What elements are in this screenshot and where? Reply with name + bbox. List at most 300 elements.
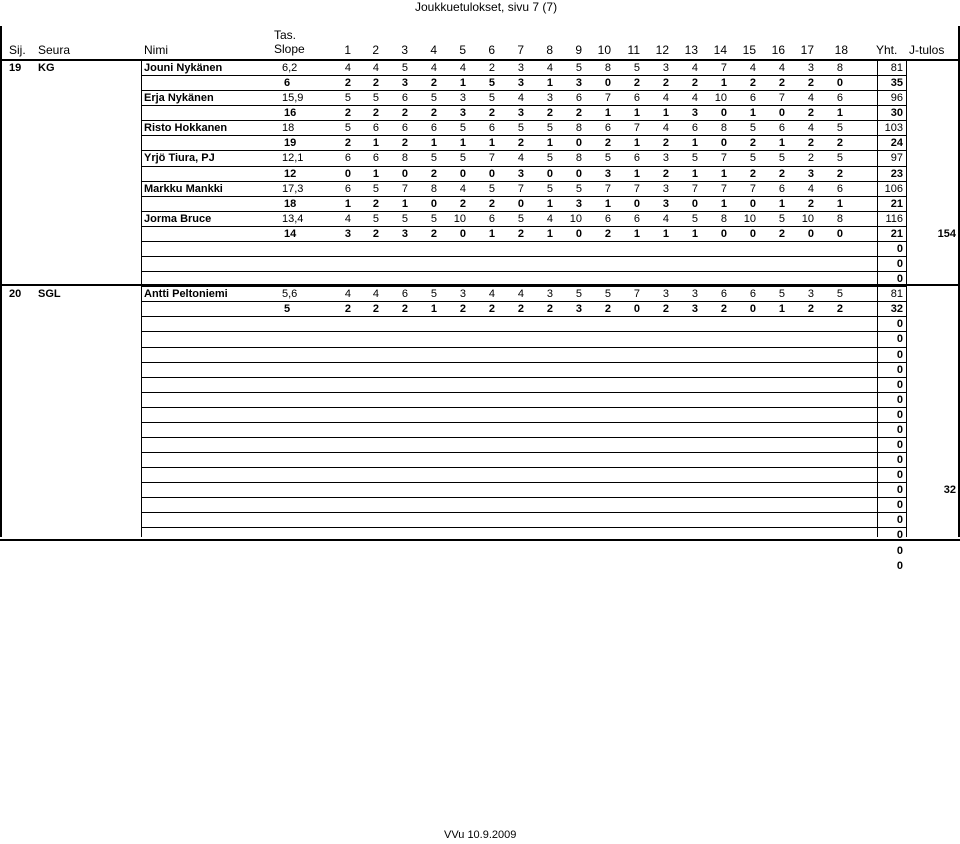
hole-points: 1 bbox=[662, 227, 669, 240]
hole-points: 1 bbox=[749, 107, 756, 120]
hole-strokes: 3 bbox=[459, 92, 466, 105]
hole-strokes: 7 bbox=[401, 182, 408, 195]
hole-points: 2 bbox=[691, 77, 698, 90]
hole-strokes: 3 bbox=[662, 288, 669, 301]
empty-total: 0 bbox=[896, 333, 903, 346]
hole-points: 1 bbox=[488, 137, 495, 150]
hole-strokes: 5 bbox=[778, 152, 785, 165]
hole-strokes: 5 bbox=[546, 182, 553, 195]
hole-points: 1 bbox=[691, 227, 698, 240]
player-handicap: 6,2 bbox=[282, 62, 298, 74]
empty-player-row bbox=[0, 468, 960, 483]
hole-strokes: 5 bbox=[633, 62, 640, 74]
hole-strokes: 6 bbox=[401, 92, 408, 105]
hole-points: 0 bbox=[807, 227, 814, 240]
empty-player-row bbox=[0, 348, 960, 363]
hole-points: 2 bbox=[604, 303, 611, 316]
hole-strokes: 3 bbox=[546, 92, 553, 105]
hole-points: 1 bbox=[604, 107, 611, 120]
hole-strokes: 8 bbox=[720, 212, 727, 225]
empty-player-row bbox=[0, 317, 960, 332]
hole-points: 2 bbox=[517, 303, 524, 316]
hole-strokes: 4 bbox=[517, 288, 524, 301]
hole-strokes: 7 bbox=[633, 182, 640, 195]
hole-points: 2 bbox=[517, 227, 524, 240]
hole-strokes: 6 bbox=[720, 288, 727, 301]
empty-total: 0 bbox=[896, 408, 903, 421]
hole-strokes: 5 bbox=[459, 122, 466, 135]
hole-strokes: 4 bbox=[372, 62, 379, 74]
hole-strokes: 7 bbox=[517, 182, 524, 195]
points-total: 24 bbox=[890, 137, 903, 150]
hole-points: 2 bbox=[633, 77, 640, 90]
hole-points: 1 bbox=[720, 167, 727, 180]
hole-points: 3 bbox=[691, 107, 698, 120]
hole-strokes: 7 bbox=[749, 182, 756, 195]
hole-strokes: 10 bbox=[714, 92, 727, 105]
hole-points: 0 bbox=[344, 167, 351, 180]
hole-strokes: 6 bbox=[836, 182, 843, 195]
empty-player-row bbox=[0, 438, 960, 453]
empty-player-row bbox=[0, 513, 960, 528]
hole-strokes: 4 bbox=[662, 212, 669, 225]
empty-player-row bbox=[0, 544, 960, 559]
empty-player-row bbox=[0, 483, 960, 498]
strokes-total: 97 bbox=[890, 152, 903, 165]
hole-strokes: 5 bbox=[430, 152, 437, 165]
hole-points: 2 bbox=[662, 77, 669, 90]
hole-points: 2 bbox=[401, 107, 408, 120]
player-handicap: 18 bbox=[282, 122, 295, 135]
player-strokes-row bbox=[0, 212, 960, 227]
hole-17-header: 17 bbox=[800, 43, 814, 57]
hole-6-header: 6 bbox=[488, 43, 495, 57]
hole-points: 0 bbox=[575, 227, 582, 240]
empty-total: 0 bbox=[896, 529, 903, 542]
hole-points: 0 bbox=[720, 227, 727, 240]
team-separator bbox=[0, 284, 960, 286]
hole-strokes: 5 bbox=[372, 182, 379, 195]
hole-8-header: 8 bbox=[546, 43, 553, 57]
hole-strokes: 6 bbox=[778, 122, 785, 135]
empty-total: 0 bbox=[896, 273, 903, 286]
hole-strokes: 6 bbox=[575, 92, 582, 105]
team-total: 32 bbox=[943, 484, 956, 497]
hole-strokes: 5 bbox=[372, 92, 379, 105]
hole-strokes: 7 bbox=[778, 92, 785, 105]
hole-strokes: 5 bbox=[778, 212, 785, 225]
hole-points: 1 bbox=[633, 137, 640, 150]
hole-points: 0 bbox=[459, 227, 466, 240]
hole-points: 2 bbox=[749, 167, 756, 180]
hole-strokes: 5 bbox=[401, 212, 408, 225]
hole-strokes: 6 bbox=[778, 182, 785, 195]
player-slope: 16 bbox=[284, 107, 297, 120]
hole-strokes: 4 bbox=[344, 62, 351, 74]
hole-strokes: 5 bbox=[836, 122, 843, 135]
hole-4-header: 4 bbox=[430, 43, 437, 57]
hole-strokes: 4 bbox=[662, 122, 669, 135]
empty-total: 0 bbox=[896, 559, 903, 572]
hole-strokes: 8 bbox=[430, 182, 437, 195]
player-slope: 5 bbox=[284, 303, 291, 316]
hole-strokes: 6 bbox=[401, 288, 408, 301]
empty-player-row bbox=[0, 242, 960, 257]
hole-strokes: 7 bbox=[720, 62, 727, 74]
team-results-table bbox=[0, 26, 960, 572]
hole-strokes: 5 bbox=[517, 212, 524, 225]
hole-points: 2 bbox=[836, 137, 843, 150]
empty-player-row bbox=[0, 257, 960, 272]
player-points-row bbox=[0, 136, 960, 151]
hole-strokes: 3 bbox=[807, 288, 814, 301]
hole-points: 0 bbox=[720, 107, 727, 120]
hole-points: 2 bbox=[836, 303, 843, 316]
hole-points: 3 bbox=[517, 77, 524, 90]
hole-points: 2 bbox=[488, 197, 495, 210]
hole-strokes: 6 bbox=[604, 212, 611, 225]
hole-strokes: 5 bbox=[488, 182, 495, 195]
player-handicap: 17,3 bbox=[282, 182, 304, 195]
empty-player-row bbox=[0, 332, 960, 347]
hole-strokes: 5 bbox=[749, 122, 756, 135]
hole-points: 1 bbox=[778, 303, 785, 316]
hole-points: 0 bbox=[488, 167, 495, 180]
empty-total: 0 bbox=[896, 423, 903, 436]
hole-strokes: 6 bbox=[430, 122, 437, 135]
page-footer: VVu 10.9.2009 bbox=[444, 829, 517, 841]
empty-player-row bbox=[0, 423, 960, 438]
hole-strokes: 4 bbox=[546, 62, 553, 74]
hole-points: 2 bbox=[401, 303, 408, 316]
hole-strokes: 5 bbox=[575, 182, 582, 195]
hole-strokes: 6 bbox=[604, 122, 611, 135]
hole-points: 0 bbox=[633, 197, 640, 210]
hole-18-header: 18 bbox=[834, 43, 848, 57]
hole-5-header: 5 bbox=[459, 43, 466, 57]
empty-total: 0 bbox=[896, 544, 903, 557]
hole-points: 1 bbox=[401, 197, 408, 210]
hole-points: 1 bbox=[662, 107, 669, 120]
player-strokes-row bbox=[0, 182, 960, 197]
hole-points: 1 bbox=[546, 137, 553, 150]
hole-strokes: 5 bbox=[778, 288, 785, 301]
hole-points: 3 bbox=[807, 167, 814, 180]
page-title: Joukkuetulokset, sivu 7 (7) bbox=[415, 0, 558, 14]
hole-strokes: 8 bbox=[836, 62, 843, 74]
empty-total: 0 bbox=[896, 439, 903, 451]
empty-total: 0 bbox=[896, 348, 903, 361]
hole-strokes: 5 bbox=[459, 152, 466, 165]
hole-points: 2 bbox=[546, 303, 553, 316]
hole-strokes: 4 bbox=[459, 182, 466, 195]
player-name: Risto Hokkanen bbox=[144, 122, 228, 135]
hole-points: 1 bbox=[430, 137, 437, 150]
hole-points: 3 bbox=[604, 167, 611, 180]
hole-strokes: 10 bbox=[801, 212, 814, 225]
hole-strokes: 10 bbox=[743, 212, 756, 225]
hole-points: 0 bbox=[546, 167, 553, 180]
hole-strokes: 8 bbox=[575, 122, 582, 135]
player-strokes-row bbox=[0, 121, 960, 136]
hole-points: 1 bbox=[691, 137, 698, 150]
hole-strokes: 5 bbox=[517, 122, 524, 135]
hole-strokes: 5 bbox=[344, 92, 351, 105]
hole-points: 2 bbox=[488, 107, 495, 120]
player-strokes-row bbox=[0, 287, 960, 302]
hole-strokes: 3 bbox=[662, 182, 669, 195]
hole-strokes: 4 bbox=[691, 92, 698, 105]
hole-points: 0 bbox=[575, 137, 582, 150]
player-slope: 18 bbox=[284, 197, 297, 210]
hole-points: 0 bbox=[749, 303, 756, 316]
club-header: Seura bbox=[38, 43, 71, 57]
player-handicap: 15,9 bbox=[282, 92, 304, 105]
hole-points: 2 bbox=[836, 167, 843, 180]
hole-points: 1 bbox=[372, 137, 379, 150]
player-slope: 19 bbox=[284, 137, 297, 150]
hole-strokes: 3 bbox=[691, 288, 698, 301]
hole-points: 0 bbox=[720, 137, 727, 150]
hole-3-header: 3 bbox=[401, 43, 408, 57]
hole-points: 2 bbox=[430, 77, 437, 90]
hole-points: 1 bbox=[488, 227, 495, 240]
hole-points: 1 bbox=[546, 197, 553, 210]
hole-12-header: 12 bbox=[655, 43, 669, 57]
hole-strokes: 8 bbox=[401, 152, 408, 165]
player-slope: 14 bbox=[284, 227, 297, 240]
hole-strokes: 8 bbox=[720, 122, 727, 135]
hole-points: 2 bbox=[372, 303, 379, 316]
hole-points: 1 bbox=[778, 197, 785, 210]
hole-points: 1 bbox=[720, 197, 727, 210]
empty-total: 0 bbox=[896, 242, 903, 255]
player-name: Erja Nykänen bbox=[144, 92, 214, 105]
empty-total: 0 bbox=[896, 393, 903, 406]
results-body bbox=[0, 26, 960, 572]
hole-strokes: 5 bbox=[691, 212, 698, 225]
empty-total: 0 bbox=[896, 378, 903, 391]
hole-points: 0 bbox=[517, 197, 524, 210]
hole-points: 3 bbox=[517, 167, 524, 180]
hole-strokes: 5 bbox=[430, 288, 437, 301]
points-total: 32 bbox=[890, 303, 903, 316]
empty-player-row bbox=[0, 559, 960, 574]
hole-points: 1 bbox=[633, 167, 640, 180]
hole-strokes: 3 bbox=[459, 288, 466, 301]
hole-points: 2 bbox=[344, 303, 351, 316]
hole-strokes: 4 bbox=[691, 62, 698, 74]
hole-points: 0 bbox=[691, 197, 698, 210]
hole-points: 0 bbox=[836, 227, 843, 240]
hole-points: 0 bbox=[633, 303, 640, 316]
hole-points: 2 bbox=[720, 303, 727, 316]
team-total: 154 bbox=[937, 227, 956, 240]
empty-total: 0 bbox=[896, 514, 903, 527]
hole-points: 2 bbox=[546, 107, 553, 120]
empty-player-row bbox=[0, 393, 960, 408]
points-total: 35 bbox=[890, 77, 903, 90]
player-points-row bbox=[0, 302, 960, 317]
hole-points: 3 bbox=[401, 77, 408, 90]
hole-13-header: 13 bbox=[684, 43, 698, 57]
hole-points: 2 bbox=[749, 137, 756, 150]
hole-points: 3 bbox=[344, 227, 351, 240]
hole-strokes: 4 bbox=[778, 62, 785, 74]
hole-points: 5 bbox=[488, 77, 495, 90]
hole-points: 0 bbox=[749, 197, 756, 210]
team-result-header: J-tulos bbox=[909, 43, 945, 57]
hole-points: 2 bbox=[344, 77, 351, 90]
hole-strokes: 4 bbox=[807, 92, 814, 105]
hole-points: 0 bbox=[430, 197, 437, 210]
empty-player-row bbox=[0, 408, 960, 423]
hole-points: 3 bbox=[401, 227, 408, 240]
player-points-row bbox=[0, 197, 960, 212]
hole-14-header: 14 bbox=[713, 43, 727, 57]
team-club: KG bbox=[38, 62, 55, 74]
hole-points: 1 bbox=[546, 227, 553, 240]
hole-points: 2 bbox=[488, 303, 495, 316]
hole-points: 2 bbox=[430, 227, 437, 240]
hole-strokes: 4 bbox=[517, 92, 524, 105]
hole-strokes: 7 bbox=[633, 288, 640, 301]
hole-strokes: 5 bbox=[691, 152, 698, 165]
points-total: 30 bbox=[890, 107, 903, 120]
empty-total: 0 bbox=[896, 363, 903, 376]
hole-points: 2 bbox=[517, 137, 524, 150]
player-name: Markku Mankki bbox=[144, 182, 223, 195]
hole-strokes: 4 bbox=[662, 92, 669, 105]
hole-strokes: 6 bbox=[836, 92, 843, 105]
hole-strokes: 6 bbox=[749, 288, 756, 301]
hole-strokes: 5 bbox=[430, 92, 437, 105]
empty-total: 0 bbox=[896, 318, 903, 331]
empty-total: 0 bbox=[896, 499, 903, 512]
hole-strokes: 7 bbox=[633, 122, 640, 135]
hole-strokes: 8 bbox=[575, 152, 582, 165]
hole-strokes: 2 bbox=[488, 62, 495, 74]
hole-points: 2 bbox=[807, 197, 814, 210]
hole-strokes: 3 bbox=[517, 62, 524, 74]
hole-strokes: 4 bbox=[749, 62, 756, 74]
hole-strokes: 5 bbox=[575, 288, 582, 301]
hole-strokes: 6 bbox=[372, 122, 379, 135]
player-name: Jorma Bruce bbox=[144, 212, 212, 225]
hole-strokes: 2 bbox=[807, 152, 814, 165]
hole-points: 1 bbox=[691, 167, 698, 180]
hole-points: 2 bbox=[372, 107, 379, 120]
hole-points: 1 bbox=[459, 137, 466, 150]
hole-points: 1 bbox=[604, 197, 611, 210]
hole-strokes: 7 bbox=[604, 92, 611, 105]
hole-points: 2 bbox=[807, 137, 814, 150]
hole-strokes: 6 bbox=[691, 122, 698, 135]
hole-strokes: 5 bbox=[604, 288, 611, 301]
team-club: SGL bbox=[38, 288, 61, 301]
player-name: Antti Peltoniemi bbox=[144, 288, 228, 301]
rank-header: Sij. bbox=[9, 43, 26, 57]
hole-11-header: 11 bbox=[627, 43, 640, 57]
hole-strokes: 4 bbox=[546, 212, 553, 225]
hole-15-header: 15 bbox=[742, 43, 756, 57]
hole-strokes: 6 bbox=[372, 152, 379, 165]
hole-strokes: 4 bbox=[459, 62, 466, 74]
player-slope: 12 bbox=[284, 167, 297, 180]
hole-strokes: 5 bbox=[372, 212, 379, 225]
hole-strokes: 10 bbox=[453, 212, 466, 225]
strokes-total: 116 bbox=[885, 212, 903, 225]
hole-strokes: 7 bbox=[488, 152, 495, 165]
hole-strokes: 4 bbox=[430, 62, 437, 74]
strokes-total: 96 bbox=[890, 92, 903, 105]
hole-points: 2 bbox=[459, 303, 466, 316]
hole-strokes: 5 bbox=[546, 152, 553, 165]
player-points-row bbox=[0, 106, 960, 121]
hole-strokes: 4 bbox=[344, 288, 351, 301]
strokes-total: 103 bbox=[884, 122, 903, 135]
hole-points: 2 bbox=[575, 107, 582, 120]
hole-points: 1 bbox=[633, 107, 640, 120]
hole-strokes: 7 bbox=[720, 152, 727, 165]
hole-points: 2 bbox=[604, 227, 611, 240]
team-rank: 19 bbox=[9, 62, 22, 74]
hole-strokes: 5 bbox=[749, 152, 756, 165]
player-points-row bbox=[0, 227, 960, 242]
hole-strokes: 7 bbox=[604, 182, 611, 195]
empty-player-row bbox=[0, 378, 960, 393]
hole-strokes: 6 bbox=[401, 122, 408, 135]
points-total: 23 bbox=[890, 167, 903, 180]
player-name: Yrjö Tiura, PJ bbox=[144, 152, 215, 165]
total-header: Yht. bbox=[876, 43, 898, 57]
hole-strokes: 4 bbox=[372, 288, 379, 301]
hole-10-header: 10 bbox=[597, 43, 611, 57]
hole-strokes: 5 bbox=[836, 152, 843, 165]
hole-points: 1 bbox=[344, 197, 351, 210]
empty-total: 0 bbox=[896, 258, 903, 271]
hole-points: 3 bbox=[662, 197, 669, 210]
hole-points: 1 bbox=[372, 167, 379, 180]
player-points-row bbox=[0, 76, 960, 91]
hole-points: 2 bbox=[749, 77, 756, 90]
hole-points: 1 bbox=[836, 107, 843, 120]
hole-points: 3 bbox=[575, 77, 582, 90]
hole-strokes: 4 bbox=[344, 212, 351, 225]
hole-points: 2 bbox=[344, 107, 351, 120]
player-handicap: 13,4 bbox=[282, 212, 304, 225]
team-rank: 20 bbox=[9, 288, 22, 301]
hole-strokes: 6 bbox=[633, 92, 640, 105]
empty-player-row bbox=[0, 498, 960, 513]
slope-header-bottom: Slope bbox=[274, 42, 305, 56]
hole-strokes: 6 bbox=[749, 92, 756, 105]
hole-points: 2 bbox=[662, 167, 669, 180]
hole-strokes: 6 bbox=[488, 212, 495, 225]
empty-total: 0 bbox=[896, 469, 903, 482]
empty-player-row bbox=[0, 363, 960, 378]
player-slope: 6 bbox=[284, 77, 291, 90]
player-strokes-row bbox=[0, 151, 960, 166]
hole-strokes: 10 bbox=[569, 212, 582, 225]
hole-strokes: 3 bbox=[807, 62, 814, 74]
hole-points: 3 bbox=[575, 197, 582, 210]
hole-points: 0 bbox=[401, 167, 408, 180]
hole-points: 2 bbox=[807, 303, 814, 316]
hole-strokes: 7 bbox=[720, 182, 727, 195]
points-total: 21 bbox=[890, 197, 903, 210]
hole-points: 3 bbox=[517, 107, 524, 120]
